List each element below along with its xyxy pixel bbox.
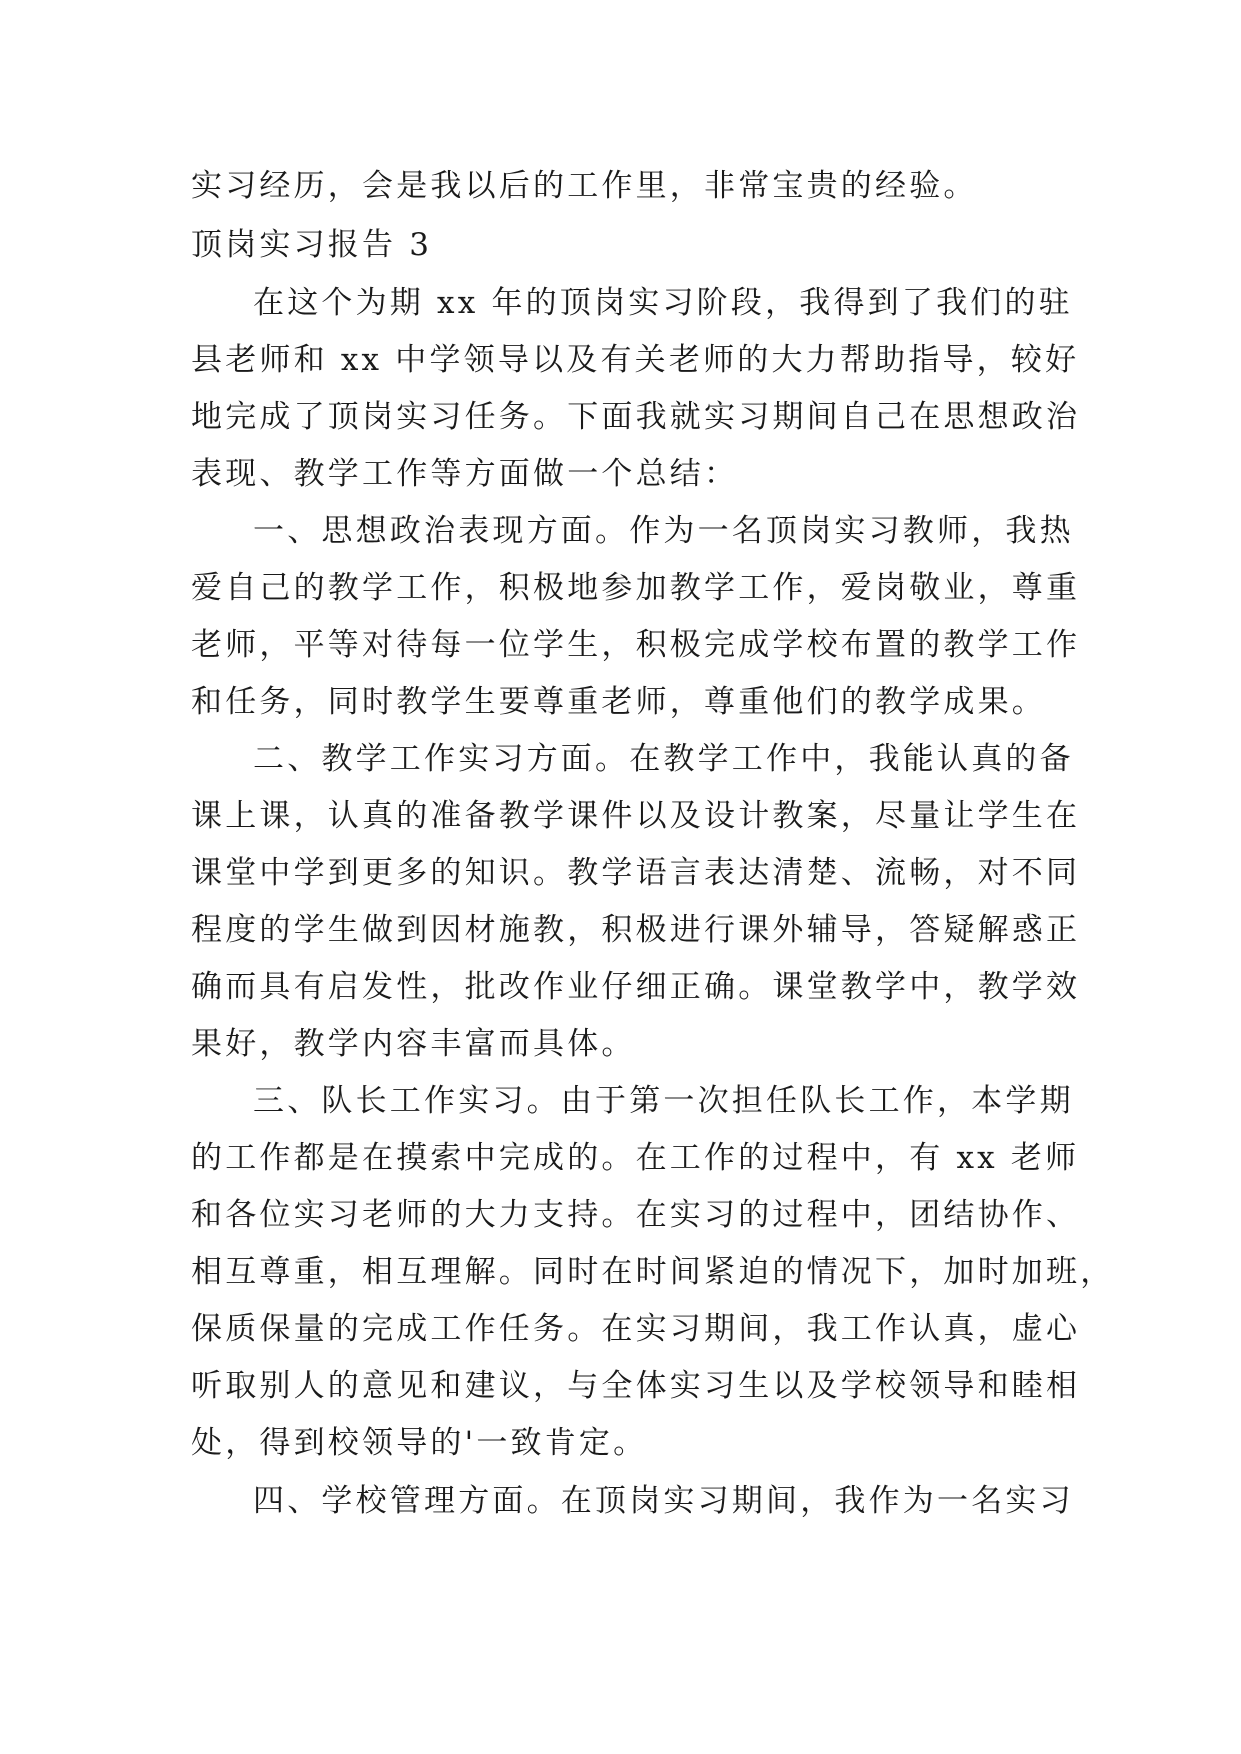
section-heading: 顶岗实习报告 3 — [191, 227, 433, 263]
paragraph-first-line: 一、思想政治表现方面。作为一名顶岗实习教师，我热 — [253, 513, 1074, 549]
text-line: 果好，教学内容丰富而具体。 — [191, 1026, 636, 1062]
paragraph-first-line: 二、教学工作实习方面。在教学工作中，我能认真的备 — [253, 741, 1074, 777]
paragraph-first-line: 四、学校管理方面。在顶岗实习期间，我作为一名实习 — [253, 1483, 1074, 1519]
text-line: 爱自己的教学工作，积极地参加教学工作，爱岗敬业，尊重 — [191, 570, 1081, 606]
text-line: 课上课，认真的准备教学课件以及设计教案，尽量让学生在 — [191, 798, 1081, 834]
text-line: 听取别人的意见和建议，与全体实习生以及学校领导和睦相 — [191, 1368, 1081, 1404]
text-line: 课堂中学到更多的知识。教学语言表达清楚、流畅，对不同 — [191, 855, 1081, 891]
text-line: 实习经历，会是我以后的工作里，非常宝贵的经验。 — [191, 168, 978, 204]
text-line: 县老师和 xx 中学领导以及有关老师的大力帮助指导，较好 — [191, 342, 1080, 378]
text-line: 确而具有启发性，批改作业仔细正确。课堂教学中，教学效 — [191, 969, 1081, 1005]
text-line: 保质保量的完成工作任务。在实习期间，我工作认真，虚心 — [191, 1311, 1081, 1347]
text-line: 程度的学生做到因材施教，积极进行课外辅导，答疑解惑正 — [191, 912, 1081, 948]
text-line: 和各位实习老师的大力支持。在实习的过程中，团结协作、 — [191, 1197, 1081, 1233]
text-line: 老师，平等对待每一位学生，积极完成学校布置的教学工作 — [191, 627, 1081, 663]
text-line: 处，得到校领导的'一致肯定。 — [191, 1425, 648, 1461]
text-line: 相互尊重，相互理解。同时在时间紧迫的情况下，加时加班， — [191, 1254, 1115, 1290]
text-line: 和任务，同时教学生要尊重老师，尊重他们的教学成果。 — [191, 684, 1046, 720]
text-line: 的工作都是在摸索中完成的。在工作的过程中，有 xx 老师 — [191, 1140, 1080, 1176]
paragraph-first-line: 在这个为期 xx 年的顶岗实习阶段，我得到了我们的驻 — [253, 285, 1073, 321]
paragraph-first-line: 三、队长工作实习。由于第一次担任队长工作，本学期 — [253, 1083, 1074, 1119]
text-line: 地完成了顶岗实习任务。下面我就实习期间自己在思想政治 — [191, 399, 1081, 435]
text-line: 表现、教学工作等方面做一个总结： — [191, 456, 739, 492]
